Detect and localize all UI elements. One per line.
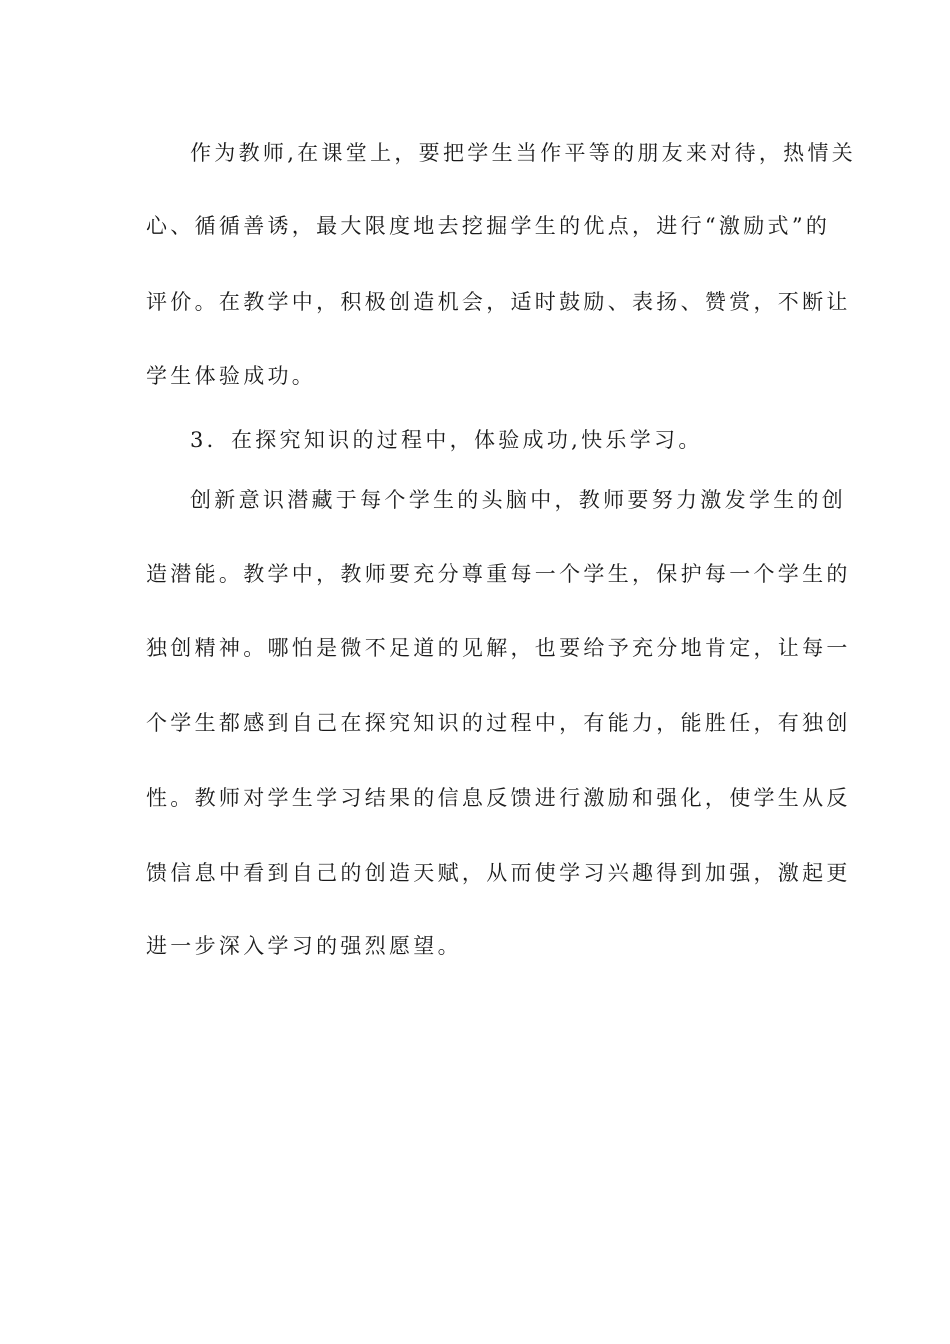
paragraph-line: 学生体验成功。 <box>146 364 317 388</box>
paragraph-line: 评价。在教学中，积极创造机会，适时鼓励、表扬、赞赏，不断让 <box>146 290 851 314</box>
paragraph-line: 性。教师对学生学习结果的信息反馈进行激励和强化，使学生从反 <box>146 786 851 810</box>
paragraph-line: 作为教师,在课堂上，要把学生当作平等的朋友来对待，热情关 <box>190 141 857 165</box>
paragraph-line: 造潜能。教学中，教师要充分尊重每一个学生，保护每一个学生的 <box>146 562 851 586</box>
paragraph-line: 创新意识潜藏于每个学生的头脑中，教师要努力激发学生的创 <box>190 488 847 512</box>
section-heading: 3．在探究知识的过程中，体验成功,快乐学习。 <box>190 428 703 452</box>
paragraph-line: 馈信息中看到自己的创造天赋，从而使学习兴趣得到加强，激起更 <box>146 861 851 885</box>
paragraph-line: 个学生都感到自己在探究知识的过程中，有能力，能胜任，有独创 <box>146 711 851 735</box>
paragraph-line: 独创精神。哪怕是微不足道的见解，也要给予充分地肯定，让每一 <box>146 636 851 660</box>
paragraph-line: 心、循循善诱，最大限度地去挖掘学生的优点，进行“激励式”的 <box>146 214 831 238</box>
paragraph-line: 进一步深入学习的强烈愿望。 <box>146 934 462 958</box>
